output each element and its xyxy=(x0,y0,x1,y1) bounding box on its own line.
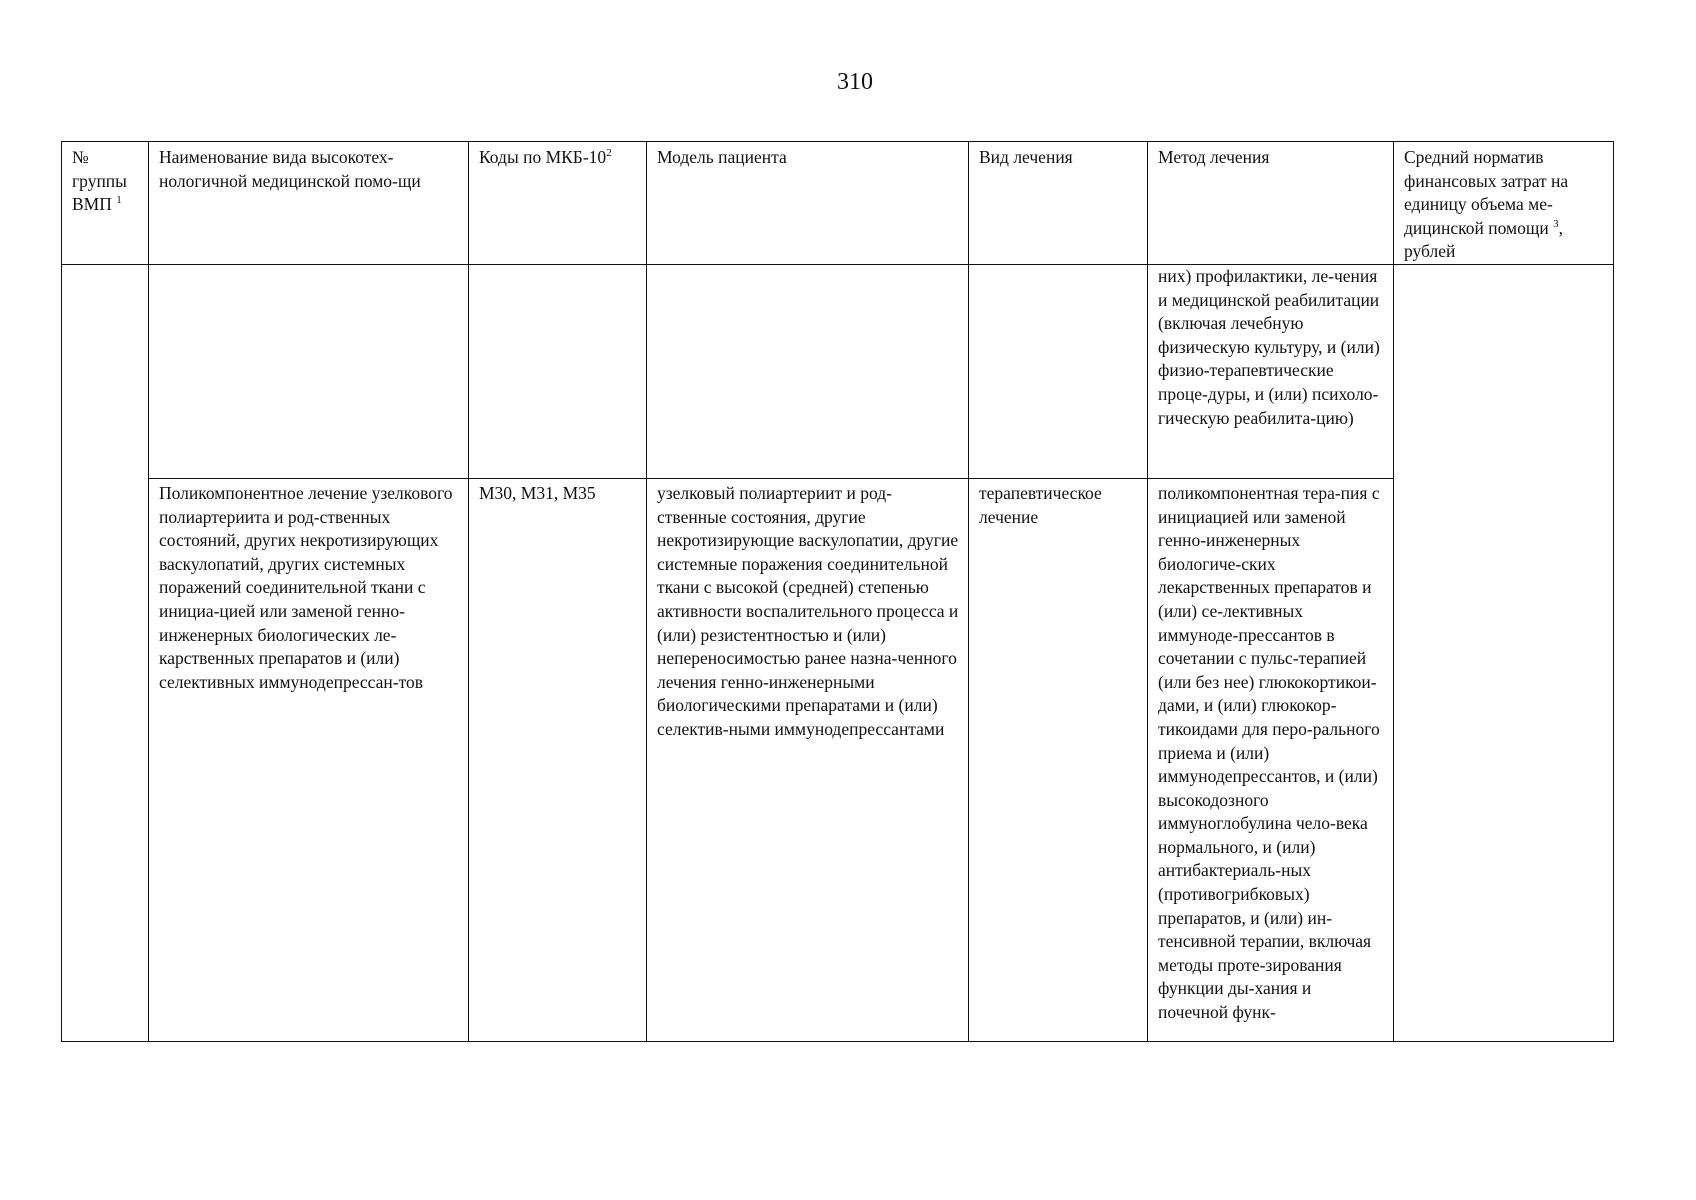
cell-cost xyxy=(1394,264,1614,1041)
header-row xyxy=(62,142,1614,265)
table-row xyxy=(62,478,1614,1041)
continuation-row xyxy=(62,264,1614,478)
cell-codes: M30, M31, M35 xyxy=(469,478,647,1041)
cell-treatment-type: терапевтическое лечение xyxy=(969,478,1148,1041)
header-group-no: № группы ВМП $^1$ xyxy=(62,142,149,265)
cell-patient-model-cont xyxy=(647,264,969,478)
cell-group-no xyxy=(62,264,149,1041)
header-method: Метод лечения xyxy=(1148,142,1394,265)
cell-method: поликомпонентная тера-пия с инициацией или заменой генно-инженерных биологиче-ских лекарственных препаратов и (или) се-лективных иммуноде-прессантов в сочетании с пульс-терапией (или без нее) глюкокортикои-дами, и (или) глюкокор-тикоидами для перо-рального приема и (или) иммунодепрессантов, и (или) высокодозного иммуноглобулина чело-века нормального, и (или) антибактериаль-ных (противогрибковых) препаратов, и (или) ин-тенсивной терапии, включая методы проте-зирования функции ды-хания и почечной функ- xyxy=(1148,478,1394,1041)
cell-method-cont: них) профилактики, ле-чения и медицинской реабилитации (включая лечебную физическую культуру, и (или) физио-терапевтические проце-дуры, и (или) психоло-гическую реабилита-цию) xyxy=(1148,264,1394,478)
cell-name-cont xyxy=(149,264,469,478)
cell-patient-model: узелковый полиартериит и род-ственные состояния, другие некротизирующие васкулопатии, другие системные поражения соединительной ткани с высокой (средней) степенью активности воспалительного процесса и (или) резистентностью и (или) непереносимостью ранее назна-ченного лечения генно-инженерными биологическими препаратами и (или) селектив-ными иммунодепрессантами xyxy=(647,478,969,1041)
header-name: Наименование вида высокотех-нологичной медицинской помо-щи xyxy=(149,142,469,265)
header-cost: Средний норматив финансовых затрат на единицу объема ме-дицинской помощи $^3$, рублей xyxy=(1394,142,1614,265)
vmp-table xyxy=(61,141,1614,1042)
header-treatment-type: Вид лечения xyxy=(969,142,1148,265)
page-number: 310 xyxy=(837,69,873,95)
header-codes: Коды по МКБ-$10^2$ xyxy=(469,142,647,265)
cell-name: Поликомпонентное лечение узелкового полиартериита и род-ственных состояний, других некротизирующих васкулопатий, других системных поражений соединительной ткани с инициа-цией или заменой генно-инженерных биологических ле-карственных препаратов и (или) селективных иммунодепрессан-тов xyxy=(149,478,469,1041)
cell-codes-cont xyxy=(469,264,647,478)
header-patient-model: Модель пациента xyxy=(647,142,969,265)
cell-treatment-type-cont xyxy=(969,264,1148,478)
